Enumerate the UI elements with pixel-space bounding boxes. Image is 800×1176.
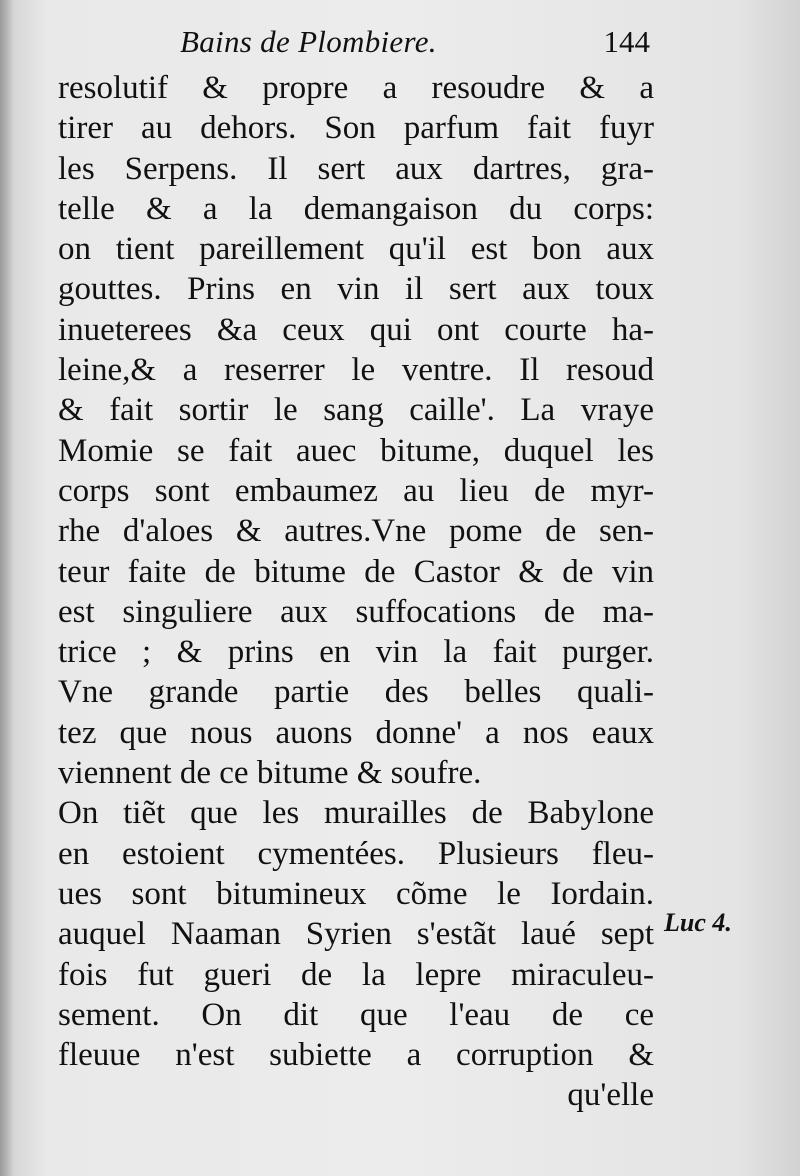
text-line: fois fut gueri de la lepre miraculeu- [58,956,654,993]
text-line: les Serpens. Il sert aux dartres, gra- [58,150,654,187]
text-line: tirer au dehors. Son parfum fait fuyr [58,110,654,147]
text-line: est singuliere aux suffocations de ma- [58,593,654,630]
text-line: ues sont bitumineux cõme le Iordain. [58,875,654,912]
page-header [180,18,650,66]
margin-note: Luc 4. [664,908,732,937]
text-line: & fait sortir le sang caille'. La vraye [58,392,654,429]
text-line: rhe d'aloes & autres.Vne pome de sen- [58,513,654,550]
running-title: Bains de Plombiere. [180,24,437,59]
text-line: tez que nous auons donne' a nos eaux [58,714,654,751]
text-line: auquel Naaman Syrien s'estãt laué sept [58,916,654,953]
text-line: On tiẽt que les murailles de Babylone [58,795,654,832]
text-line: teur faite de bitume de Castor & de vin [58,553,654,590]
gutter-shadow [0,0,14,1176]
body-text [58,68,654,1114]
text-line: en estoient cymentées. Plusieurs fleu- [58,835,654,872]
text-line: trice ; & prins en vin la fait purger. [58,634,654,671]
text-line: on tient pareillement qu'il est bon aux [58,231,654,268]
text-line: corps sont embaumez au lieu de myr- [58,472,654,509]
text-line: gouttes. Prins en vin il sert aux toux [58,271,654,308]
text-line: fleuue n'est subiette a corruption & [58,1037,654,1074]
text-line: telle & a la demangaison du corps: [58,190,654,227]
text-line: Vne grande partie des belles quali- [58,674,654,711]
text-line: inueterees &a ceux qui ont courte ha- [58,311,654,348]
text-line: sement. On dit que l'eau de ce [58,996,654,1033]
text-line: viennent de ce bitume & soufre. [58,755,482,792]
text-line: Momie se fait auec bitume, duquel les [58,432,654,469]
text-line: leine,& a reserrer le ventre. Il resoud [58,352,654,389]
text-line: resolutif & propre a resoudre & a [58,70,654,106]
page-number: 144 [603,24,650,59]
catchword: qu'elle [567,1077,654,1114]
